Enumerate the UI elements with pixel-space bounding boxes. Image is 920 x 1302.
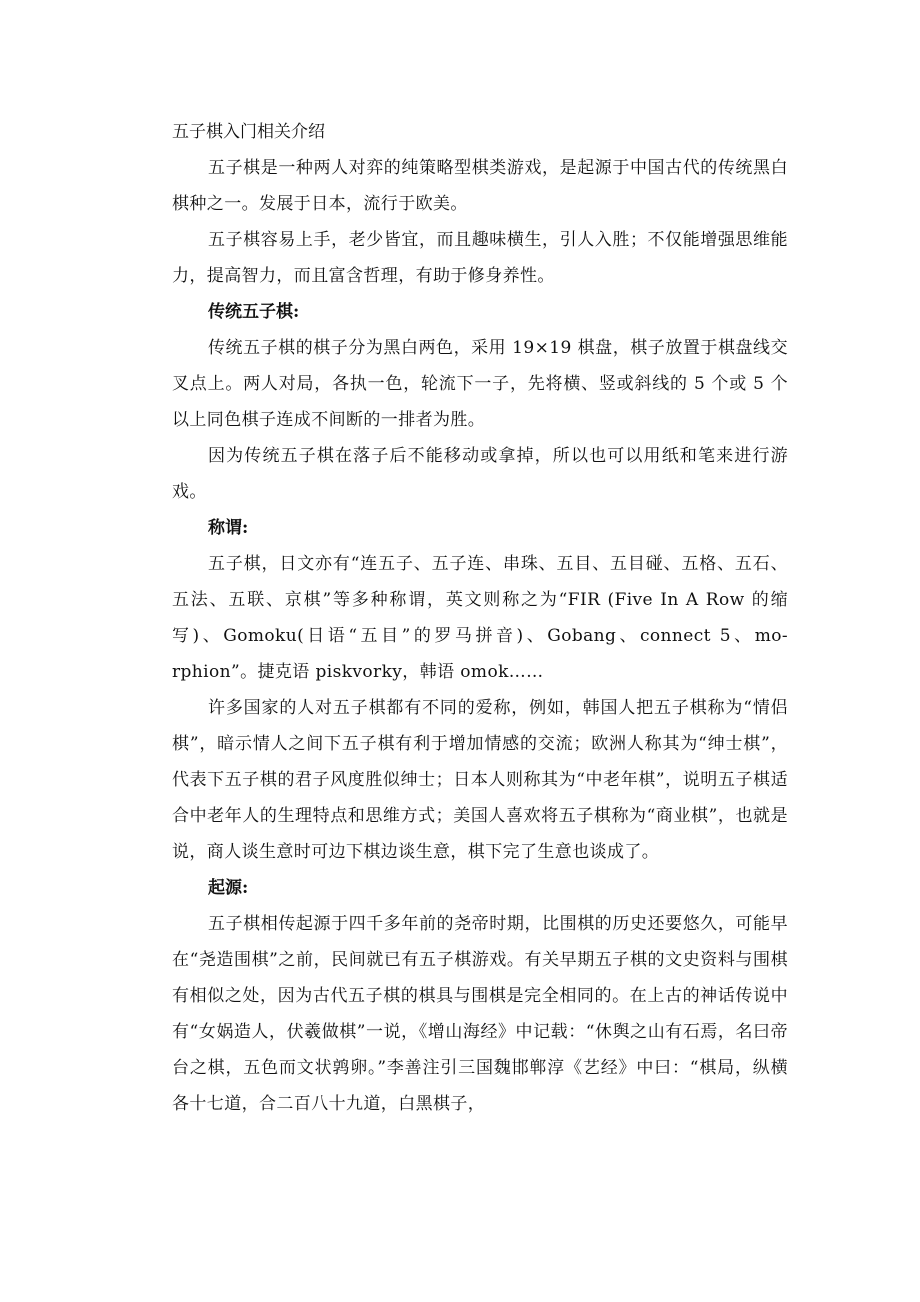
section-names: [172, 510, 788, 870]
section-paragraph: 五子棋，日文亦有“连五子、五子连、串珠、五目、五目碰、五格、五石、五法、五联、京棋”等多种称谓，英文则称之为“FIR (Five In A Row 的缩写)、Gomoku(日语“五目”的罗马拼音)、Gobang、connect 5、mo-rphion”。捷克语 piskvorky，韩语 omok……: [172, 554, 788, 682]
section-paragraph: 许多国家的人对五子棋都有不同的爱称，例如，韩国人把五子棋称为“情侣棋”，暗示情人之间下五子棋有利于增加情感的交流；欧洲人称其为“绅士棋”，代表下五子棋的君子风度胜似绅士；日本人则称其为“中老年棋”，说明五子棋适合中老年人的生理特点和思维方式；美国人喜欢将五子棋称为“商业棋”，也就是说，商人谈生意时可边下棋边谈生意，棋下完了生意也谈成了。: [172, 698, 788, 862]
section-paragraph: 因为传统五子棋在落子后不能移动或拿掉，所以也可以用纸和笔来进行游戏。: [172, 446, 788, 502]
intro-paragraph-2: 五子棋容易上手，老少皆宜，而且趣味横生，引人入胜；不仅能增强思维能力，提高智力，而且富含哲理，有助于修身养性。: [172, 230, 788, 286]
section-traditional-gomoku: [172, 294, 788, 510]
intro-paragraph-1: 五子棋是一种两人对弈的纯策略型棋类游戏，是起源于中国古代的传统黑白棋种之一。发展于日本，流行于欧美。: [172, 158, 788, 214]
section-heading: 起源:: [208, 878, 249, 898]
section-origin: [172, 870, 788, 1122]
section-heading: 传统五子棋:: [208, 302, 300, 322]
section-paragraph: 传统五子棋的棋子分为黑白两色，采用 19×19 棋盘，棋子放置于棋盘线交叉点上。两人对局，各执一色，轮流下一子，先将横、竖或斜线的 5 个或 5 个以上同色棋子连成不间断的一排者为胜。: [172, 338, 788, 430]
document-page: [172, 114, 788, 1122]
section-heading: 称谓:: [208, 518, 249, 538]
section-paragraph: 五子棋相传起源于四千多年前的尧帝时期，比围棋的历史还要悠久，可能早在“尧造围棋”之前，民间就已有五子棋游戏。有关早期五子棋的文史资料与围棋有相似之处，因为古代五子棋的棋具与围棋是完全相同的。在上古的神话传说中有“女娲造人，伏羲做棋”一说，《增山海经》中记载：“休舆之山有石焉，名曰帝台之棋，五色而文状鹑卵。”李善注引三国魏邯郸淳《艺经》中曰：“棋局，纵横各十七道，合二百八十九道，白黑棋子，: [172, 914, 788, 1114]
document-title: 五子棋入门相关介绍: [172, 122, 325, 142]
